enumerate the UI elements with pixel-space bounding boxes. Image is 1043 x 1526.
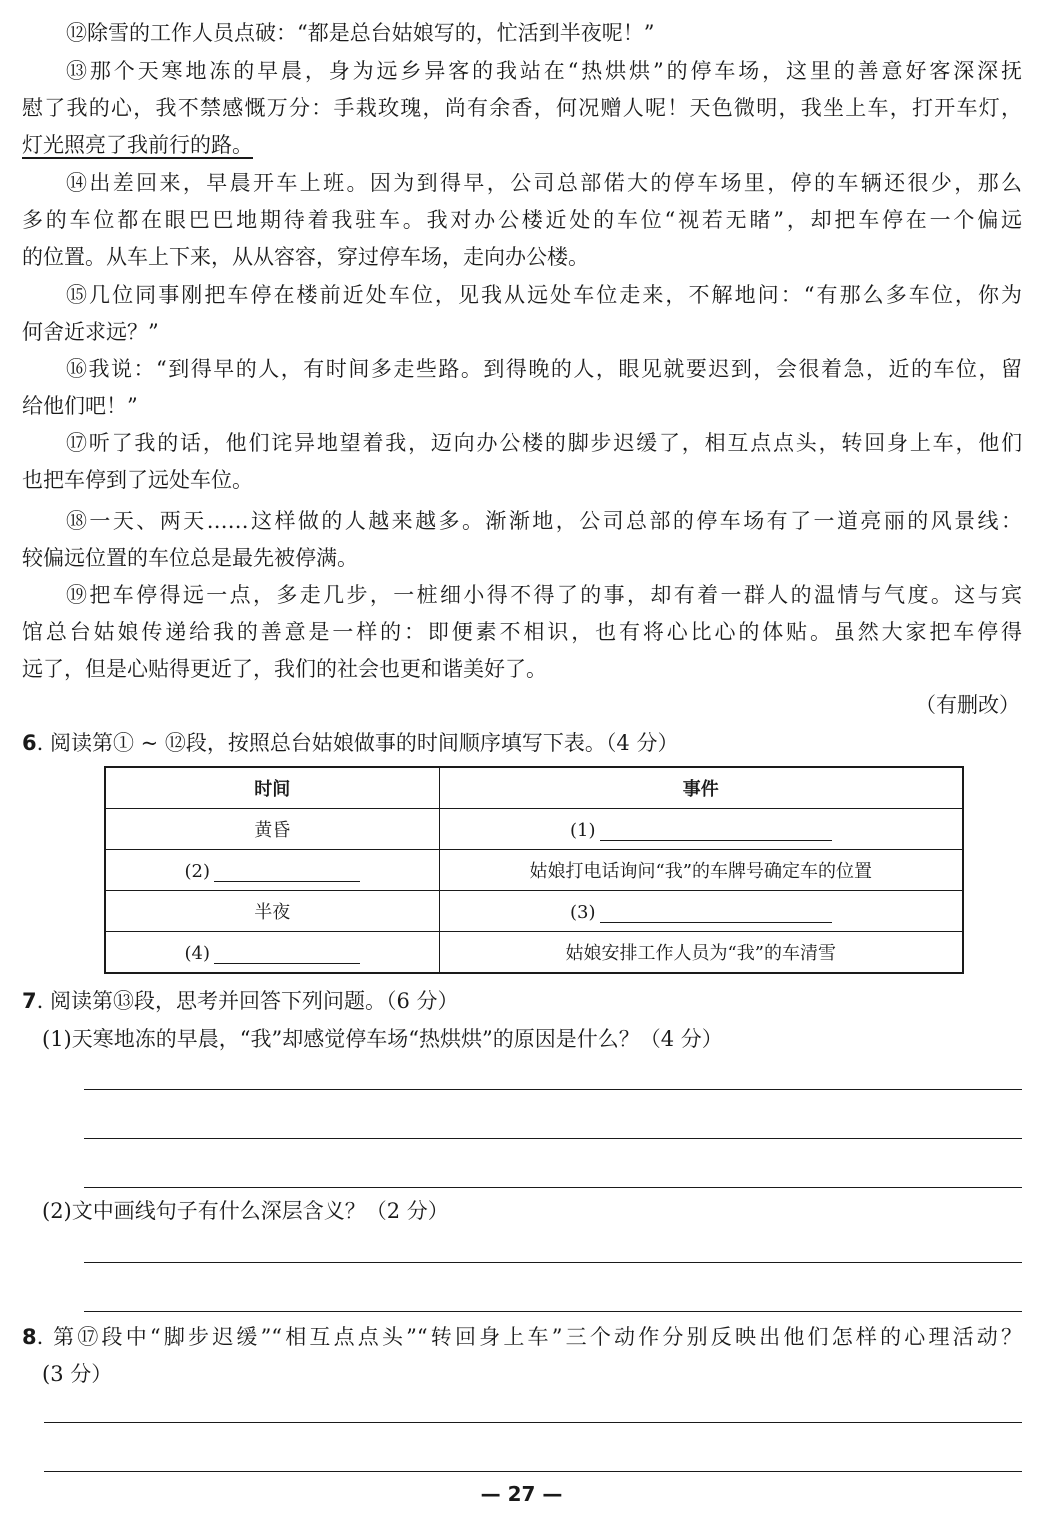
paragraph-19-line-3: 远了，但是心贴得更近了，我们的社会也更和谐美好了。 xyxy=(22,657,547,681)
answer-blank-3[interactable] xyxy=(600,900,832,923)
question-8-number: 8 xyxy=(22,1325,37,1349)
paragraph-17-text: ，他们 xyxy=(955,431,1022,455)
emphasis-xianghu-diandiantou: 相互点点头 xyxy=(704,431,819,455)
answer-blank-2[interactable] xyxy=(214,859,360,882)
answer-line[interactable] xyxy=(44,1471,1022,1472)
paragraph-17-line-2: 也把车停到了远处车位。 xyxy=(22,468,253,492)
paragraph-17-text: 了， xyxy=(658,431,705,455)
paragraph-13-line-2: 慰了我的心，我不禁感慨万分：手栽玫瑰，尚有余香，何况赠人呢！天色微明，我坐上车，打开车灯， xyxy=(22,96,1022,120)
paragraph-17-text: ， xyxy=(818,431,842,455)
cell-time: 黄昏 xyxy=(105,809,439,850)
answer-blank-4[interactable] xyxy=(214,941,360,964)
cell-time-blank[interactable] xyxy=(105,850,439,891)
question-8-score: (3 分） xyxy=(42,1362,113,1386)
table-row xyxy=(105,932,963,974)
answer-line[interactable] xyxy=(84,1311,1022,1312)
answer-blank-1[interactable] xyxy=(600,818,832,841)
question-8 xyxy=(22,1322,1022,1352)
question-6-number: 6 xyxy=(22,731,37,755)
cell-event: 姑娘安排工作人员为“我”的车清雪 xyxy=(439,932,963,974)
emphasis-zhuanhui-shenshangche: 转回身上车 xyxy=(841,431,956,455)
table-row xyxy=(105,809,963,850)
paragraph-15-line-2: 何舍近求远？” xyxy=(22,320,159,344)
table-row xyxy=(105,850,963,891)
paragraph-16-line-2: 给他们吧！” xyxy=(22,394,138,418)
paragraph-19-line-1: ⑲把车停得远一点，多走几步，一桩细小得不得了的事，却有着一群人的温情与气度。这与宾 xyxy=(66,583,1022,607)
question-7 xyxy=(22,986,1022,1016)
blank-label: (4) xyxy=(184,942,210,964)
paragraph-18-line-2: 较偏远位置的车位总是最先被停满。 xyxy=(22,546,358,570)
blank-label: (1) xyxy=(570,819,596,841)
paragraph-13-line-3 xyxy=(22,130,1022,160)
table-row xyxy=(105,891,963,932)
answer-line[interactable] xyxy=(84,1089,1022,1090)
question-6-text: . 阅读第① ~ ⑫段，按照总台姑娘做事的时间顺序填写下表。（4 分） xyxy=(36,731,679,755)
paragraph-14-line-3: 的位置。从车上下来，从从容容，穿过停车场，走向办公楼。 xyxy=(22,245,589,269)
cell-event: 姑娘打电话询问“我”的车牌号确定车的位置 xyxy=(439,850,963,891)
answer-line[interactable] xyxy=(84,1138,1022,1139)
blank-label: (2) xyxy=(184,860,210,882)
cell-event-blank[interactable] xyxy=(439,809,963,850)
paragraph-13-line-1: ⑬那个天寒地冻的早晨，身为远乡异客的我站在“热烘烘”的停车场，这里的善意好客深深抚 xyxy=(66,59,1022,83)
underlined-sentence: 灯光照亮了我前行的路。 xyxy=(22,133,253,157)
answer-line[interactable] xyxy=(44,1422,1022,1423)
paragraph-17-line-1 xyxy=(66,428,1022,458)
blank-label: (3) xyxy=(570,901,596,923)
paragraph-14-line-1: ⑭出差回来，早晨开车上班。因为到得早，公司总部偌大的停车场里，停的车辆还很少，那么 xyxy=(66,171,1022,195)
paragraph-18-line-1: ⑱一天、两天……这样做的人越来越多。渐渐地，公司总部的停车场有了一道亮丽的风景线： xyxy=(66,509,1022,533)
cell-event-blank[interactable] xyxy=(439,891,963,932)
question-7-number: 7 xyxy=(22,989,37,1013)
emphasis-jiaobu-chihuan: 脚步迟缓 xyxy=(567,431,659,455)
paragraph-16-line-1: ⑯我说：“到得早的人，有时间多走些路。到得晚的人，眼见就要迟到，会很着急，近的车位，留 xyxy=(66,357,1022,381)
question-7-text: . 阅读第⑬段，思考并回答下列问题。（6 分） xyxy=(36,989,459,1013)
question-8-text: . 第⑰段中“脚步迟缓”“相互点点头”“转回身上车”三个动作分别反映出他们怎样的心理活动？ xyxy=(36,1325,1022,1349)
paragraph-19-line-2: 馆总台姑娘传递给我的善意是一样的：即便素不相识，也有将心比心的体贴。虽然大家把车停得 xyxy=(22,620,1022,644)
cell-time-blank[interactable] xyxy=(105,932,439,974)
question-6 xyxy=(22,728,1022,758)
header-time: 时间 xyxy=(105,767,439,809)
page-number: — 27 — xyxy=(480,1482,563,1506)
source-note: （有删改） xyxy=(915,693,1020,717)
paragraph-17-text: ⑰听了我的话，他们诧异地望着我，迈向办公楼的 xyxy=(66,431,568,455)
table-header-row xyxy=(105,767,963,809)
answer-line[interactable] xyxy=(84,1262,1022,1263)
paragraph-12: ⑫除雪的工作人员点破：“都是总台姑娘写的，忙活到半夜呢！” xyxy=(66,21,655,45)
header-event: 事件 xyxy=(439,767,963,809)
question-7-sub-2: (2)文中画线句子有什么深层含义？（2 分） xyxy=(42,1199,449,1223)
paragraph-15-line-1: ⑮几位同事刚把车停在楼前近处车位，见我从远处车位走来，不解地问：“有那么多车位，你为 xyxy=(66,283,1022,307)
question-7-sub-1: (1)天寒地冻的早晨，“我”却感觉停车场“热烘烘”的原因是什么？（4 分） xyxy=(42,1027,723,1051)
answer-line[interactable] xyxy=(84,1187,1022,1188)
paragraph-14-line-2: 多的车位都在眼巴巴地期待着我驻车。我对办公楼近处的车位“视若无睹”，却把车停在一个偏远 xyxy=(22,208,1022,232)
event-table xyxy=(104,766,964,974)
cell-time: 半夜 xyxy=(105,891,439,932)
